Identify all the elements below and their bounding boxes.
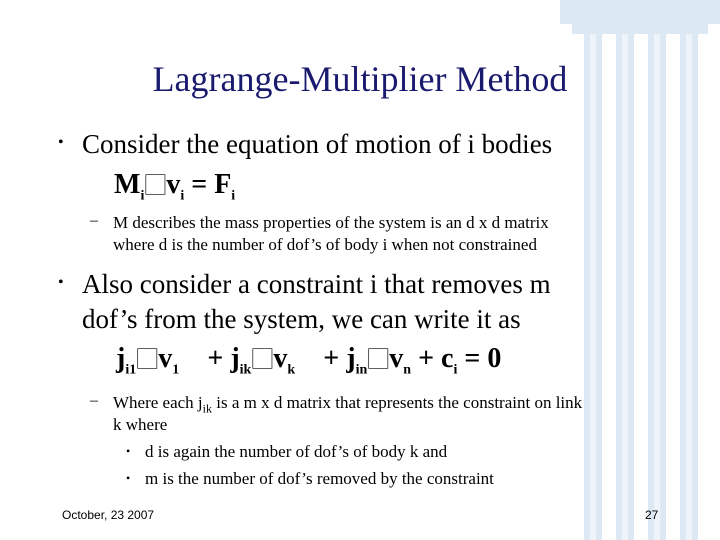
equation-motion: $M_i⃞v_i = F_i$ (114, 169, 236, 204)
sub-bullet-1-line-1: M describes the mass properties of the system is an d x d matrix (113, 213, 549, 232)
bullet-text-2-line-1: Also consider a constraint i that removes m (82, 269, 551, 299)
bullet-dot-icon: • (58, 274, 64, 291)
sub-bullet-2-line-2: k where (113, 415, 168, 434)
bullet-dot-icon: • (58, 134, 64, 151)
dash-bullet-icon: – (90, 212, 98, 229)
slide-title: Lagrange-Multiplier Method (152, 59, 568, 99)
equation-constraint: $j_{i1}⃞v_1$ ⃞ + $j_{ik}⃞v_k$ ⃞ + $j_{in}⃞v_n + c_i = 0$ (116, 343, 502, 378)
bullet-dot-icon: • (126, 471, 131, 485)
sub-bullet-1-line-2: where d is the number of dof’s of body i when not constrained (113, 235, 537, 254)
bullet-text-2-line-2: dof’s from the system, we can write it as (82, 304, 521, 334)
footer-page-number: 27 (645, 508, 659, 522)
bullet-dot-icon: • (126, 444, 131, 458)
subsub-bullet-2: m is the number of dof’s removed by the constraint (145, 469, 494, 488)
bullet-text-1: Consider the equation of motion of i bodies (82, 129, 553, 159)
subsub-bullet-1: d is again the number of dof’s of body k and (145, 442, 448, 461)
dash-bullet-icon: – (90, 392, 98, 409)
footer-date: October, 23 2007 (62, 508, 155, 522)
sub-bullet-2-line-1: Where each $j_{ik}$ is a m x d matrix that represents the constraint on link (113, 393, 583, 416)
